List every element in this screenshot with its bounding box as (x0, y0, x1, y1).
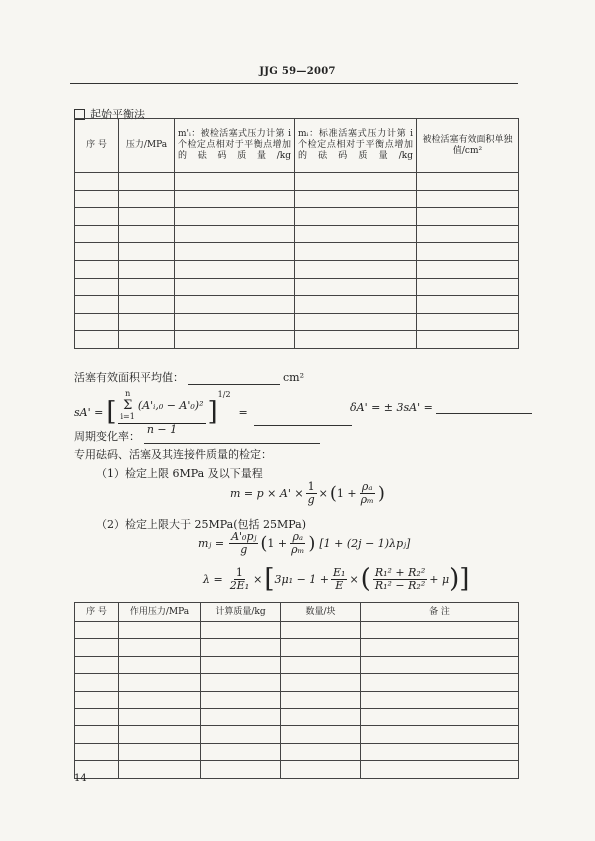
avg-area-blank[interactable] (188, 384, 280, 385)
t1-cell[interactable] (295, 190, 417, 208)
formula-mass: m = p × A' × $\frac{1}{g}$ × ( 1 + $\frac{\text{ρₐ}}{\text{ρₘ}}$ ) (230, 480, 385, 506)
t1-cell[interactable] (295, 296, 417, 314)
t2-cell[interactable] (361, 708, 519, 725)
t2-header-mass: 计算质量/kg (201, 603, 281, 622)
t2-cell[interactable] (361, 674, 519, 691)
t2-cell[interactable] (75, 656, 119, 673)
t2-cell[interactable] (201, 674, 281, 691)
t1-cell[interactable] (295, 173, 417, 191)
avg-area-line (74, 369, 304, 385)
t2-cell[interactable] (75, 708, 119, 725)
t1-body (75, 173, 519, 349)
t2-row (75, 656, 519, 673)
t1-cell[interactable] (295, 313, 417, 331)
t1-row (75, 278, 519, 296)
t1-cell[interactable] (75, 190, 119, 208)
t1-cell[interactable] (119, 331, 175, 349)
t1-cell[interactable] (417, 278, 519, 296)
t2-cell[interactable] (281, 639, 361, 656)
t1-cell[interactable] (175, 190, 295, 208)
formula-mass-j: mⱼ = $\frac{\text{A'₀pⱼ}}{g}$ ( 1 + $\frac{\text{ρₐ}}{\text{ρₘ}}$ ) [1 + (2j − 1)λpⱼ] (198, 530, 411, 556)
t2-cell[interactable] (119, 622, 201, 639)
t2-cell[interactable] (361, 691, 519, 708)
special-weights-label: 专用砝码、活塞及其连接件质量的检定： (74, 448, 272, 461)
formula-lambda: λ = $\frac{1}{\text{2E₁}}$ × [ 3μ₁ − 1 + $\frac{\text{E₁}}{E}$ × ( $\frac{\text{R₁² + R₂²}}{\text{R₁² − R₂²}}$ + μ ) ] (203, 564, 470, 594)
period-line (74, 428, 320, 444)
t1-row (75, 296, 519, 314)
t1-cell[interactable] (175, 225, 295, 243)
t2-cell[interactable] (281, 708, 361, 725)
t1-header-tested-mass: m'ᵢ：被检活塞式压力计第 i 个检定点相对于平衡点增加的砝码质量/kg (175, 119, 295, 173)
t2-cell[interactable] (119, 639, 201, 656)
t1-cell[interactable] (75, 173, 119, 191)
t2-cell[interactable] (201, 656, 281, 673)
t2-cell[interactable] (119, 743, 201, 760)
item1-label: （1）检定上限 6MPa 及以下量程 (96, 467, 263, 480)
t1-cell[interactable] (417, 331, 519, 349)
avg-area-unit: cm² (283, 371, 305, 384)
t1-row (75, 331, 519, 349)
t1-cell[interactable] (119, 225, 175, 243)
balance-method-table (74, 118, 519, 349)
t1-cell[interactable] (295, 278, 417, 296)
t2-cell[interactable] (361, 656, 519, 673)
t2-cell[interactable] (75, 726, 119, 743)
t2-cell[interactable] (75, 674, 119, 691)
t1-header-index: 序 号 (75, 119, 119, 173)
t1-cell[interactable] (417, 243, 519, 261)
t2-row (75, 743, 519, 760)
t1-cell[interactable] (417, 313, 519, 331)
t1-cell[interactable] (75, 313, 119, 331)
period-blank[interactable] (144, 431, 320, 444)
t1-cell[interactable] (75, 208, 119, 226)
t2-cell[interactable] (361, 639, 519, 656)
t1-cell[interactable] (295, 260, 417, 278)
avg-area-label: 活塞有效面积平均值： (74, 371, 184, 384)
t1-cell[interactable] (175, 278, 295, 296)
t1-cell[interactable] (119, 208, 175, 226)
t2-cell[interactable] (119, 708, 201, 725)
t1-header-pressure: 压力/MPa (119, 119, 175, 173)
t2-header-pressure: 作用压力/MPa (119, 603, 201, 622)
period-label: 周期变化率： (74, 430, 140, 443)
t2-header-remarks: 备 注 (361, 603, 519, 622)
t2-cell[interactable] (75, 622, 119, 639)
t1-cell[interactable] (75, 243, 119, 261)
t2-row (75, 639, 519, 656)
t2-cell[interactable] (281, 761, 361, 778)
t1-cell[interactable] (295, 225, 417, 243)
t2-cell[interactable] (201, 691, 281, 708)
t2-cell[interactable] (119, 656, 201, 673)
t1-cell[interactable] (417, 296, 519, 314)
uncertainty-blank[interactable] (436, 401, 532, 414)
formula-uncertainty (350, 401, 532, 414)
header-rule (70, 83, 518, 84)
t1-cell[interactable] (175, 296, 295, 314)
t1-cell[interactable] (417, 190, 519, 208)
t1-row (75, 260, 519, 278)
t1-cell[interactable] (295, 208, 417, 226)
t1-cell[interactable] (119, 260, 175, 278)
t2-row (75, 691, 519, 708)
t2-cell[interactable] (361, 743, 519, 760)
t1-cell[interactable] (75, 225, 119, 243)
t1-row (75, 190, 519, 208)
t1-cell[interactable] (75, 296, 119, 314)
t1-cell[interactable] (417, 208, 519, 226)
section-title-text: 起始平衡法 (90, 108, 145, 121)
t2-cell[interactable] (201, 726, 281, 743)
t2-row (75, 708, 519, 725)
t2-cell[interactable] (201, 761, 281, 778)
page-number: 14 (74, 773, 87, 784)
t1-cell[interactable] (417, 260, 519, 278)
sum-sign: Σ (123, 398, 133, 413)
t1-cell[interactable] (119, 313, 175, 331)
t1-cell[interactable] (119, 190, 175, 208)
t1-cell[interactable] (417, 173, 519, 191)
t1-row (75, 243, 519, 261)
t2-header-count: 数量/块 (281, 603, 361, 622)
t1-cell[interactable] (119, 296, 175, 314)
t1-cell[interactable] (295, 331, 417, 349)
std-dev-blank[interactable] (254, 411, 352, 426)
t2-cell[interactable] (281, 691, 361, 708)
standard-code-header: JJG 59—2007 (259, 66, 336, 77)
t1-cell[interactable] (175, 243, 295, 261)
t2-cell[interactable] (75, 691, 119, 708)
t1-header-area: 被检活塞有效面积单独值/cm² (417, 119, 519, 173)
formula-s-lhs: sA' = (74, 405, 104, 419)
t1-row (75, 173, 519, 191)
t1-cell[interactable] (119, 278, 175, 296)
t2-cell[interactable] (119, 726, 201, 743)
t2-cell[interactable] (201, 622, 281, 639)
t1-cell[interactable] (75, 331, 119, 349)
item2-label: （2）检定上限大于 25MPa(包括 25MPa) (96, 518, 307, 531)
t2-cell[interactable] (281, 622, 361, 639)
t2-cell[interactable] (119, 674, 201, 691)
t1-cell[interactable] (119, 243, 175, 261)
t2-row (75, 622, 519, 639)
t2-cell[interactable] (281, 674, 361, 691)
t1-cell[interactable] (175, 208, 295, 226)
t2-cell[interactable] (281, 726, 361, 743)
t1-cell[interactable] (175, 260, 295, 278)
t1-row (75, 208, 519, 226)
t1-cell[interactable] (417, 225, 519, 243)
t1-cell[interactable] (75, 278, 119, 296)
t1-row (75, 313, 519, 331)
formula-std-dev: sA' = [ n Σ i=1 (A'ᵢ,₀ − A'₀)² n − 1 ] 1/2 = (74, 388, 352, 436)
t1-cell[interactable] (119, 173, 175, 191)
t2-cell[interactable] (75, 639, 119, 656)
t1-cell[interactable] (75, 260, 119, 278)
t1-cell[interactable] (175, 173, 295, 191)
t1-row (75, 225, 519, 243)
t2-cell[interactable] (281, 656, 361, 673)
t2-header-index: 序 号 (75, 603, 119, 622)
t2-cell[interactable] (119, 691, 201, 708)
t2-row (75, 761, 519, 778)
formula-s-fraction: n Σ i=1 (A'ᵢ,₀ − A'₀)² n − 1 (120, 389, 204, 436)
t2-cell[interactable] (361, 761, 519, 778)
weight-mass-table (74, 602, 519, 779)
t1-cell[interactable] (175, 331, 295, 349)
t2-cell[interactable] (201, 743, 281, 760)
t1-cell[interactable] (175, 313, 295, 331)
t2-cell[interactable] (201, 639, 281, 656)
t2-body (75, 622, 519, 779)
t2-cell[interactable] (361, 622, 519, 639)
t2-row (75, 726, 519, 743)
t2-cell[interactable] (201, 708, 281, 725)
t1-header-standard-mass: mᵢ：标准活塞式压力计第 i 个检定点相对于平衡点增加的砝码质量/kg (295, 119, 417, 173)
t2-row (75, 674, 519, 691)
t2-cell[interactable] (281, 743, 361, 760)
t2-cell[interactable] (361, 726, 519, 743)
t1-cell[interactable] (295, 243, 417, 261)
t2-cell[interactable] (119, 761, 201, 778)
formula-delta-lhs: δA' = ± 3sA' = (350, 401, 433, 414)
t2-cell[interactable] (75, 743, 119, 760)
